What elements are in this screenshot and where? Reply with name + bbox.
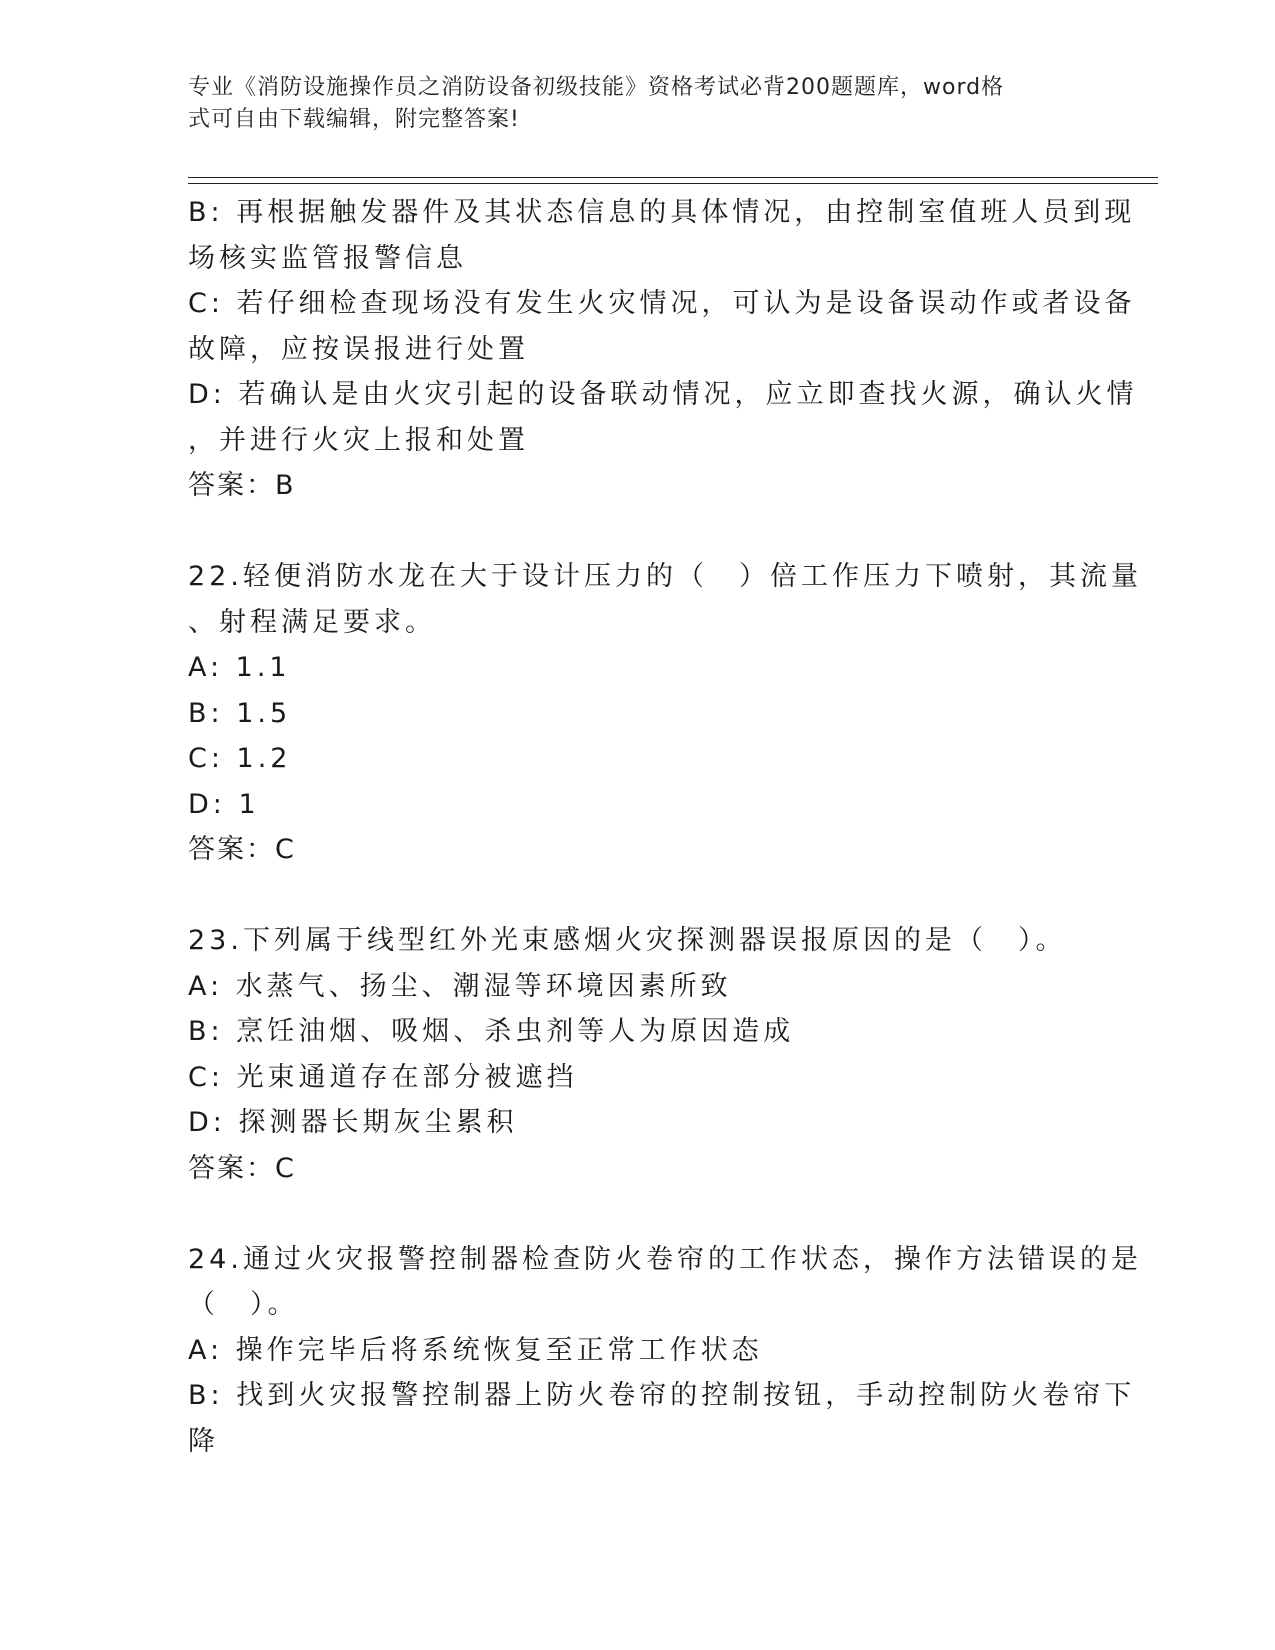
spacer <box>188 873 1068 919</box>
header-line-2: 式可自由下载编辑，附完整答案! <box>188 107 520 132</box>
option-c-line-1: C: 若仔细检查现场没有发生火灾情况，可认为是设备误动作或者设备 <box>188 288 1136 319</box>
header-line-1: 专业《消防设施操作员之消防设备初级技能》资格考试必背200题题库，word格 <box>188 75 1005 100</box>
document-header <box>188 72 1068 136</box>
option-a: A: 水蒸气、扬尘、潮湿等环境因素所致 <box>188 970 732 1002</box>
question-stem: 23.下列属于线型红外光束感烟火灾探测器误报原因的是（ ）。 <box>188 925 1067 956</box>
option-a: A: 操作完毕后将系统恢复至正常工作状态 <box>188 1334 763 1366</box>
spacer <box>188 509 1068 555</box>
option-c-line-2: 故障，应按误报进行处置 <box>188 333 529 365</box>
question-22 <box>188 554 1142 873</box>
option-b-line-2: 场核实监管报警信息 <box>188 242 467 274</box>
question-stem-line-2: 、射程满足要求。 <box>188 606 436 638</box>
option-d: D: 1 <box>188 788 260 820</box>
option-d-line-1: D: 若确认是由火灾引起的设备联动情况，应立即查找火源，确认火情 <box>188 379 1138 410</box>
option-d: D: 探测器长期灰尘累积 <box>188 1107 518 1138</box>
question-21-tail <box>188 190 1138 509</box>
answer-label: 答案：C <box>188 1152 296 1184</box>
option-c: C: 1.2 <box>188 743 292 774</box>
document-body <box>188 190 1142 1464</box>
option-b: B: 烹饪油烟、吸烟、杀虫剂等人为原因造成 <box>188 1016 795 1047</box>
question-23 <box>188 918 1068 1191</box>
question-24 <box>188 1237 1142 1465</box>
question-stem-line-1: 24.通过火灾报警控制器检查防火卷帘的工作状态，操作方法错误的是 <box>188 1243 1142 1275</box>
spacer <box>188 1191 1068 1237</box>
option-b-line-1: B: 再根据触发器件及其状态信息的具体情况，由控制室值班人员到现 <box>188 197 1136 228</box>
answer-label: 答案：C <box>188 834 296 865</box>
header-double-rule <box>188 177 1158 184</box>
question-stem-line-1: 22.轻便消防水龙在大于设计压力的（ ）倍工作压力下喷射，其流量 <box>188 561 1142 592</box>
option-b-line-1: B: 找到火灾报警控制器上防火卷帘的控制按钮，手动控制防火卷帘下 <box>188 1380 1136 1411</box>
answer-label: 答案：B <box>188 470 296 501</box>
option-c: C: 光束通道存在部分被遮挡 <box>188 1061 578 1093</box>
option-b-line-2: 降 <box>188 1425 219 1457</box>
option-a: A: 1.1 <box>188 652 291 683</box>
option-b: B: 1.5 <box>188 697 292 729</box>
option-d-line-2: ，并进行火灾上报和处置 <box>188 424 529 456</box>
question-stem-line-2: （ ）。 <box>188 1289 299 1320</box>
